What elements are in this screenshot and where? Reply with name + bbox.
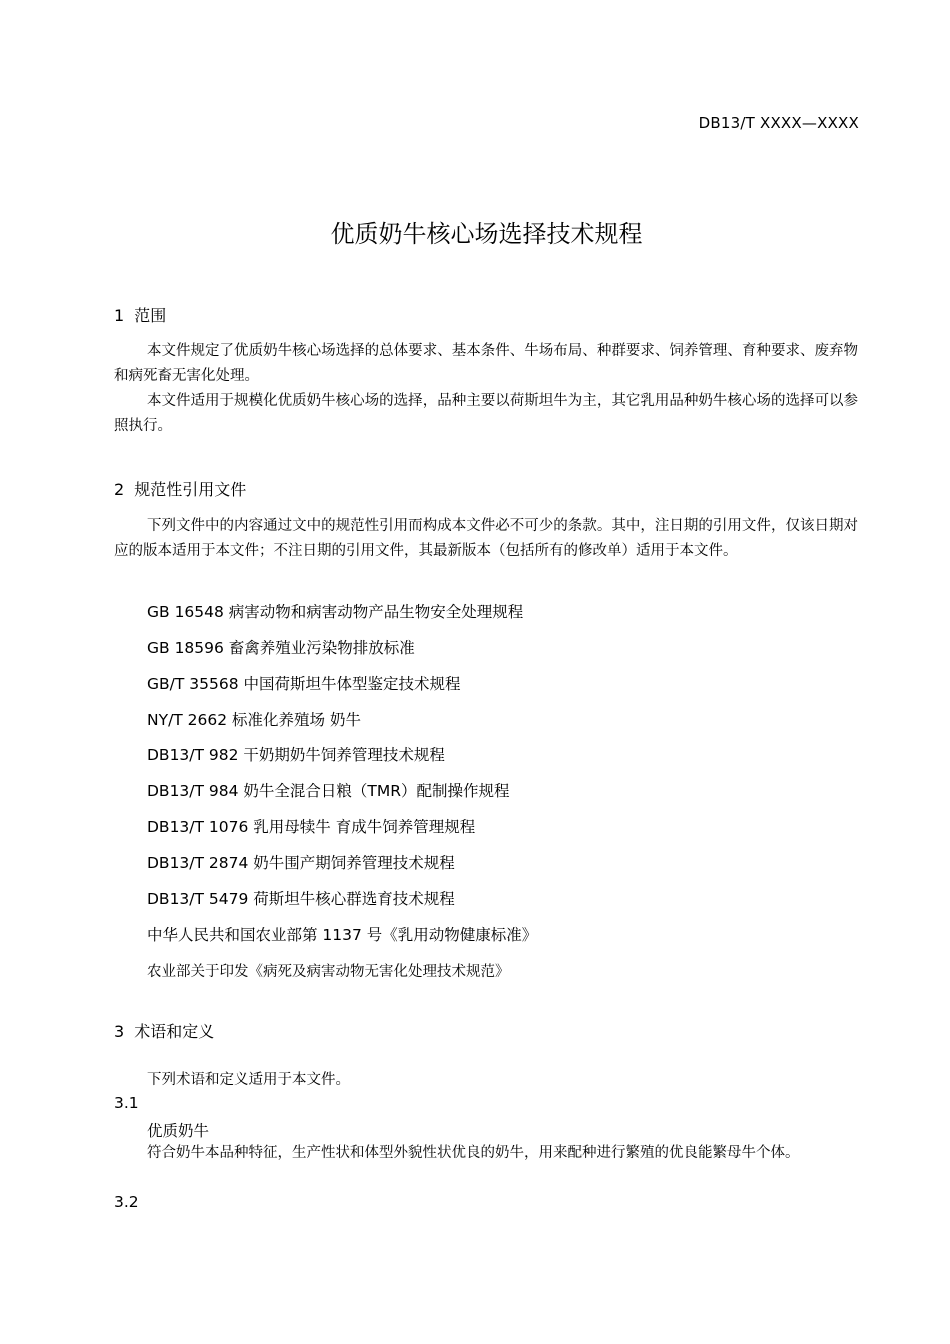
reference-item: DB13/T 5479 荷斯坦牛核心群选育技术规程 [147, 890, 455, 908]
reference-item: GB/T 35568 中国荷斯坦牛体型鉴定技术规程 [147, 675, 461, 693]
reference-item: DB13/T 1076 乳用母犊牛 育成牛饲养管理规程 [147, 818, 476, 836]
term-number: 3.1 [114, 1094, 139, 1112]
section-heading-scope [114, 303, 166, 326]
section-number: 3 [114, 1022, 125, 1041]
section-title: 术语和定义 [134, 1022, 215, 1041]
section-title: 范围 [134, 306, 167, 325]
reference-item: GB 18596 畜禽养殖业污染物排放标准 [147, 639, 415, 657]
reference-item: 中华人民共和国农业部第 1137 号《乳用动物健康标准》 [147, 926, 538, 944]
reference-item: DB13/T 2874 奶牛围产期饲养管理技术规程 [147, 854, 455, 872]
section-heading-normative-references [114, 477, 246, 500]
paragraph: 下列文件中的内容通过文中的规范性引用而构成本文件必不可少的条款。其中，注日期的引用文件，仅该日期对应的版本适用于本文件；不注日期的引用文件，其最新版本（包括所有的修改单）适用于本文件。 [114, 518, 858, 559]
paragraph: 本文件适用于规模化优质奶牛核心场的选择，品种主要以荷斯坦牛为主，其它乳用品种奶牛核心场的选择可以参照执行。 [114, 393, 858, 434]
document-number: DB13/T XXXX—XXXX [698, 114, 859, 132]
reference-item: NY/T 2662 标准化养殖场 奶牛 [147, 711, 361, 729]
paragraph: 下列术语和定义适用于本文件。 [147, 1072, 350, 1088]
term-definition: 符合奶牛本品种特征，生产性状和体型外貌性状优良的奶牛，用来配种进行繁殖的优良能繁母牛个体。 [147, 1145, 800, 1161]
section-heading-terms-and-definitions [114, 1019, 214, 1042]
section-number: 1 [114, 306, 125, 325]
reference-item: DB13/T 984 奶牛全混合日粮（TMR）配制操作规程 [147, 782, 510, 800]
section-title: 规范性引用文件 [134, 480, 247, 499]
reference-item: DB13/T 982 干奶期奶牛饲养管理技术规程 [147, 746, 445, 764]
term-name: 优质奶牛 [147, 1122, 210, 1140]
reference-item: GB 16548 病害动物和病害动物产品生物安全处理规程 [147, 603, 524, 621]
document-title: 优质奶牛核心场选择技术规程 [330, 220, 643, 248]
paragraph: 本文件规定了优质奶牛核心场选择的总体要求、基本条件、牛场布局、种群要求、饲养管理、育种要求、废弃物和病死畜无害化处理。 [114, 343, 858, 384]
section-number: 2 [114, 480, 125, 499]
reference-item: 农业部关于印发《病死及病害动物无害化处理技术规范》 [147, 964, 510, 980]
term-number: 3.2 [114, 1193, 139, 1211]
